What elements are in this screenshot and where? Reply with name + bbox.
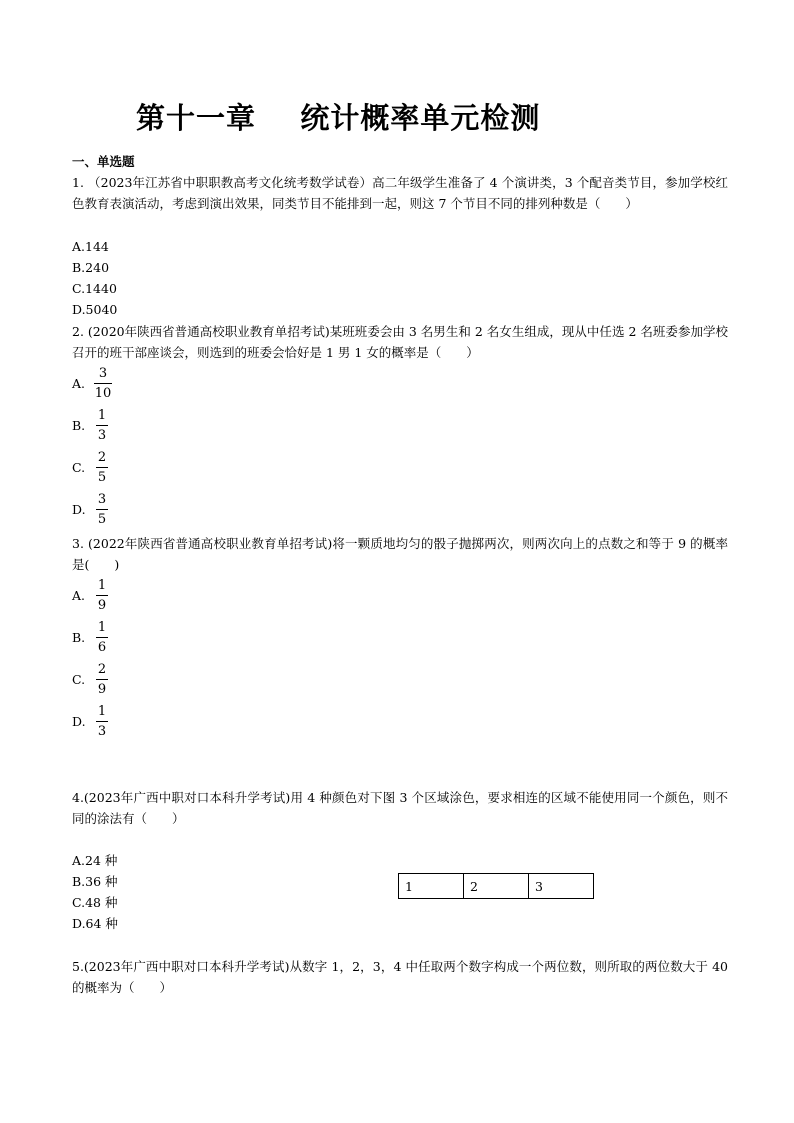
question-1-option-b: B.240 [72,260,110,275]
region-cell: 2 [464,874,529,899]
fraction-numerator: 2 [97,450,107,465]
region-cell: 1 [399,874,464,899]
fraction-denominator: 3 [97,724,107,739]
question-4-option-a: A.24 种 [72,853,118,868]
fraction-denominator: 3 [97,428,107,443]
option-letter: C. [72,460,86,475]
question-2-option-d [72,490,132,532]
question-4-option-b: B.36 种 [72,874,118,889]
question-3-option-c [72,660,132,702]
option-letter: A. [72,588,86,603]
question-1-option-a: A.144 [72,239,109,254]
fraction-numerator: 2 [97,662,107,677]
fraction [92,364,114,403]
fraction [94,576,110,615]
question-3-stem: 3. (2022年陕西省普通高校职业教育单招考试)将一颗质地均匀的骰子抛掷两次，则两次向上的点数之和等于 9 的概率是( ) [72,536,728,572]
fraction-denominator: 9 [97,682,107,697]
region-diagram [398,873,594,899]
question-1-option-c: C.1440 [72,281,117,296]
question-2-stem: 2. (2020年陕西省普通高校职业教育单招考试)某班班委会由 3 名男生和 2 名女生组成，现从中任选 2 名班委参加学校召开的班干部座谈会，则选到的班委会恰好是 1 男 1 女的概率是（ ） [72,324,728,360]
question-1-stem: 1. （2023年江苏省中职职教高考文化统考数学试卷）高二年级学生准备了 4 个演讲类，3 个配音类节目，参加学校红色教育表演活动，考虑到演出效果，同类节目不能排到一起，则这 7 个节目不同的排列种数是（ ） [72,175,728,211]
question-2-option-a [72,364,132,406]
option-letter: B. [72,630,86,645]
fraction-numerator: 1 [97,704,107,719]
option-letter: D. [72,502,86,517]
question-4-stem: 4.(2023年广西中职对口本科升学考试)用 4 种颜色对下图 3 个区域涂色，要求相连的区域不能使用同一个颜色，则不同的涂法有（ ） [72,790,728,826]
option-letter: D. [72,714,86,729]
fraction-numerator: 1 [97,620,107,635]
fraction [94,660,110,699]
option-letter: B. [72,418,86,433]
fraction-numerator: 1 [97,578,107,593]
section-title: 一、单选题 [72,154,135,169]
option-letter: C. [72,672,86,687]
fraction-numerator: 1 [97,408,107,423]
question-3-option-d [72,702,132,744]
fraction-denominator: 10 [94,386,112,401]
fraction-numerator: 3 [98,366,108,381]
fraction [94,490,110,529]
question-3-option-b [72,618,132,660]
fraction-denominator: 9 [97,598,107,613]
fraction-denominator: 5 [97,512,107,527]
question-2-option-c [72,448,132,490]
fraction-numerator: 3 [97,492,107,507]
fraction [94,618,110,657]
fraction-denominator: 6 [97,640,107,655]
option-letter: A. [72,376,86,391]
question-5-stem: 5.(2023年广西中职对口本科升学考试)从数字 1，2，3，4 中任取两个数字构成一个两位数，则所取的两位数大于 40 的概率为（ ） [72,959,728,995]
fraction [94,406,110,445]
region-cell: 3 [529,874,594,899]
fraction [94,702,110,741]
page-title: 第十一章 统计概率单元检测 [136,101,541,135]
fraction [94,448,110,487]
question-4-option-c: C.48 种 [72,895,118,910]
question-1-option-d: D.5040 [72,302,118,317]
question-4-option-d: D.64 种 [72,916,118,931]
question-3-option-a [72,576,132,618]
fraction-denominator: 5 [97,470,107,485]
question-2-option-b [72,406,132,448]
